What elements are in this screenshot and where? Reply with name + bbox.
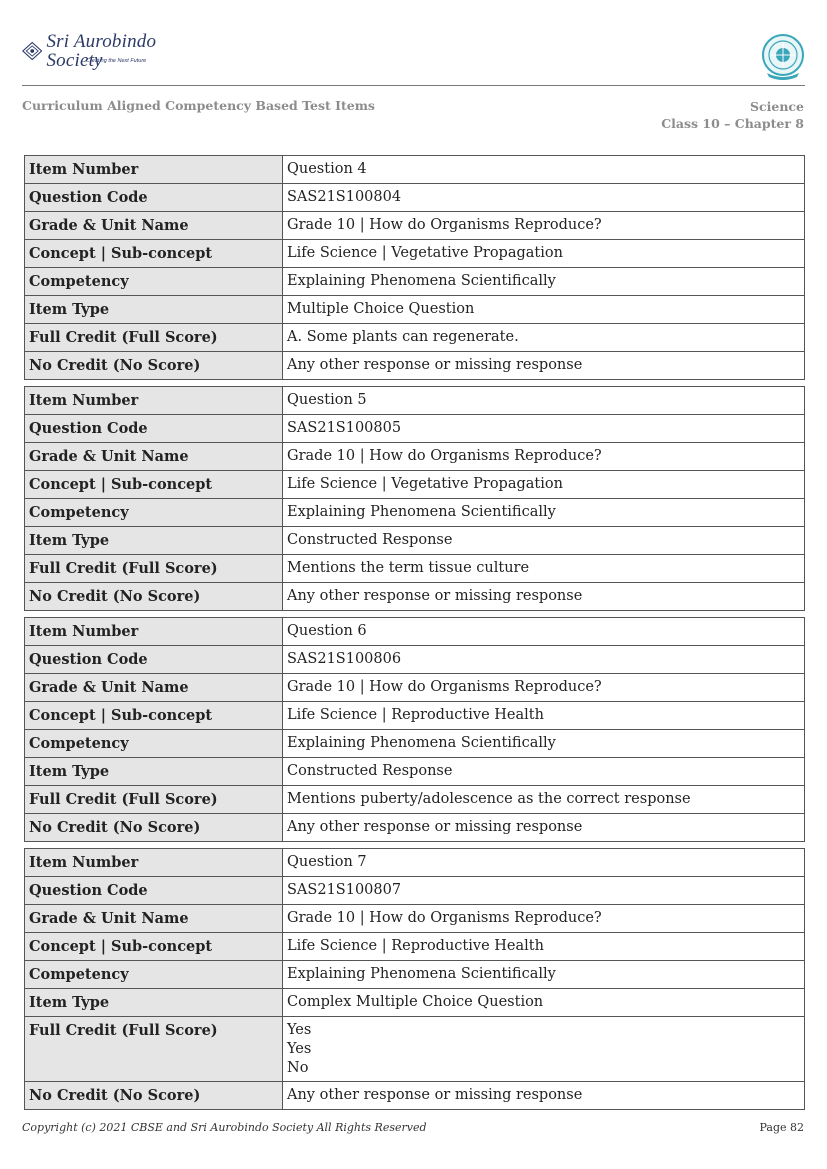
table-row xyxy=(25,1017,805,1082)
row-label: Question Code xyxy=(25,415,283,443)
row-label: Item Type xyxy=(25,296,283,324)
row-label: No Credit (No Score) xyxy=(25,352,283,380)
concept-value: Life Science | Reproductive Health xyxy=(283,933,805,961)
no-credit-value: Any other response or missing response xyxy=(283,1082,805,1110)
table-row xyxy=(25,702,805,730)
concept-value: Life Science | Reproductive Health xyxy=(283,702,805,730)
row-label: Competency xyxy=(25,730,283,758)
table-row xyxy=(25,499,805,527)
question-code-value: SAS21S100804 xyxy=(283,184,805,212)
item-number-value: Question 4 xyxy=(283,156,805,184)
table-row xyxy=(25,674,805,702)
table-row xyxy=(25,555,805,583)
full-credit-line: Mentions the term tissue culture xyxy=(287,560,530,576)
table-row xyxy=(25,758,805,786)
row-label: Item Type xyxy=(25,527,283,555)
item-type-value: Complex Multiple Choice Question xyxy=(283,989,805,1017)
logo-tagline: Creating the Next Future xyxy=(86,58,147,64)
class-chapter: Class 10 – Chapter 8 xyxy=(661,116,804,131)
question-code-value: SAS21S100805 xyxy=(283,415,805,443)
row-label: Question Code xyxy=(25,184,283,212)
item-number-value: Question 7 xyxy=(283,849,805,877)
logo-wordmark: Sri Aurobindo Society xyxy=(46,31,157,71)
row-label: Competency xyxy=(25,961,283,989)
subject-name: Science xyxy=(750,99,804,114)
table-row xyxy=(25,352,805,380)
grade-unit-value: Grade 10 | How do Organisms Reproduce? xyxy=(283,443,805,471)
row-label: Competency xyxy=(25,268,283,296)
table-row xyxy=(25,184,805,212)
row-label: Concept | Sub-concept xyxy=(25,702,283,730)
row-label: Grade & Unit Name xyxy=(25,443,283,471)
table-row xyxy=(25,877,805,905)
full-credit-value xyxy=(283,555,805,583)
competency-value: Explaining Phenomena Scientifically xyxy=(283,961,805,989)
table-row xyxy=(25,786,805,814)
table-row xyxy=(25,583,805,611)
item-type-value: Constructed Response xyxy=(283,527,805,555)
copyright-notice: Copyright (c) 2021 CBSE and Sri Aurobindo Society All Rights Reserved xyxy=(22,1121,427,1134)
row-label: No Credit (No Score) xyxy=(25,814,283,842)
row-label: Item Type xyxy=(25,989,283,1017)
table-row xyxy=(25,240,805,268)
table-row xyxy=(25,730,805,758)
row-label: Item Number xyxy=(25,156,283,184)
row-label: Question Code xyxy=(25,877,283,905)
full-credit-line: Yes xyxy=(287,1041,312,1057)
cbse-emblem-icon xyxy=(761,33,805,81)
table-row xyxy=(25,646,805,674)
row-label: Concept | Sub-concept xyxy=(25,933,283,961)
row-label: Full Credit (Full Score) xyxy=(25,786,283,814)
row-label: Grade & Unit Name xyxy=(25,674,283,702)
table-row xyxy=(25,415,805,443)
question-code-value: SAS21S100807 xyxy=(283,877,805,905)
full-credit-line: Mentions puberty/adolescence as the correct response xyxy=(287,791,691,807)
full-credit-value xyxy=(283,786,805,814)
table-row xyxy=(25,296,805,324)
page-number: Page 82 xyxy=(759,1121,804,1134)
table-row xyxy=(25,387,805,415)
grade-unit-value: Grade 10 | How do Organisms Reproduce? xyxy=(283,674,805,702)
grade-unit-value: Grade 10 | How do Organisms Reproduce? xyxy=(283,905,805,933)
concept-value: Life Science | Vegetative Propagation xyxy=(283,240,805,268)
grade-unit-value: Grade 10 | How do Organisms Reproduce? xyxy=(283,212,805,240)
row-label: Item Number xyxy=(25,387,283,415)
item-number-value: Question 6 xyxy=(283,618,805,646)
no-credit-value: Any other response or missing response xyxy=(283,814,805,842)
competency-value: Explaining Phenomena Scientifically xyxy=(283,730,805,758)
row-label: Concept | Sub-concept xyxy=(25,471,283,499)
full-credit-line: No xyxy=(287,1060,309,1076)
item-table-question-4 xyxy=(24,155,805,380)
row-label: No Credit (No Score) xyxy=(25,1082,283,1110)
row-label: Item Number xyxy=(25,618,283,646)
sri-aurobindo-society-logo xyxy=(22,31,192,71)
full-credit-value xyxy=(283,324,805,352)
table-row xyxy=(25,156,805,184)
full-credit-value xyxy=(283,1017,805,1082)
row-label: Item Type xyxy=(25,758,283,786)
table-row xyxy=(25,961,805,989)
table-row xyxy=(25,849,805,877)
row-label: Full Credit (Full Score) xyxy=(25,324,283,352)
table-row xyxy=(25,989,805,1017)
table-row xyxy=(25,814,805,842)
full-credit-line: A. Some plants can regenerate. xyxy=(287,329,519,345)
row-label: Item Number xyxy=(25,849,283,877)
row-label: Full Credit (Full Score) xyxy=(25,555,283,583)
no-credit-value: Any other response or missing response xyxy=(283,583,805,611)
table-row xyxy=(25,268,805,296)
table-row xyxy=(25,471,805,499)
item-type-value: Multiple Choice Question xyxy=(283,296,805,324)
row-label: No Credit (No Score) xyxy=(25,583,283,611)
document-subtitle: Curriculum Aligned Competency Based Test Items xyxy=(22,98,375,113)
row-label: Grade & Unit Name xyxy=(25,212,283,240)
row-label: Question Code xyxy=(25,646,283,674)
item-number-value: Question 5 xyxy=(283,387,805,415)
table-row xyxy=(25,618,805,646)
table-row xyxy=(25,443,805,471)
item-table-question-6 xyxy=(24,617,805,842)
table-row xyxy=(25,527,805,555)
item-table-question-7 xyxy=(24,848,805,1110)
row-label: Full Credit (Full Score) xyxy=(25,1017,283,1082)
table-row xyxy=(25,1082,805,1110)
row-label: Concept | Sub-concept xyxy=(25,240,283,268)
no-credit-value: Any other response or missing response xyxy=(283,352,805,380)
item-table-question-5 xyxy=(24,386,805,611)
concept-value: Life Science | Vegetative Propagation xyxy=(283,471,805,499)
item-type-value: Constructed Response xyxy=(283,758,805,786)
table-row xyxy=(25,933,805,961)
row-label: Competency xyxy=(25,499,283,527)
table-row xyxy=(25,905,805,933)
competency-value: Explaining Phenomena Scientifically xyxy=(283,499,805,527)
header-divider xyxy=(22,85,805,86)
table-row xyxy=(25,324,805,352)
row-label: Grade & Unit Name xyxy=(25,905,283,933)
question-code-value: SAS21S100806 xyxy=(283,646,805,674)
full-credit-line: Yes xyxy=(287,1022,312,1038)
subject-block xyxy=(661,98,804,132)
society-emblem-icon xyxy=(22,40,42,62)
table-row xyxy=(25,212,805,240)
competency-value: Explaining Phenomena Scientifically xyxy=(283,268,805,296)
